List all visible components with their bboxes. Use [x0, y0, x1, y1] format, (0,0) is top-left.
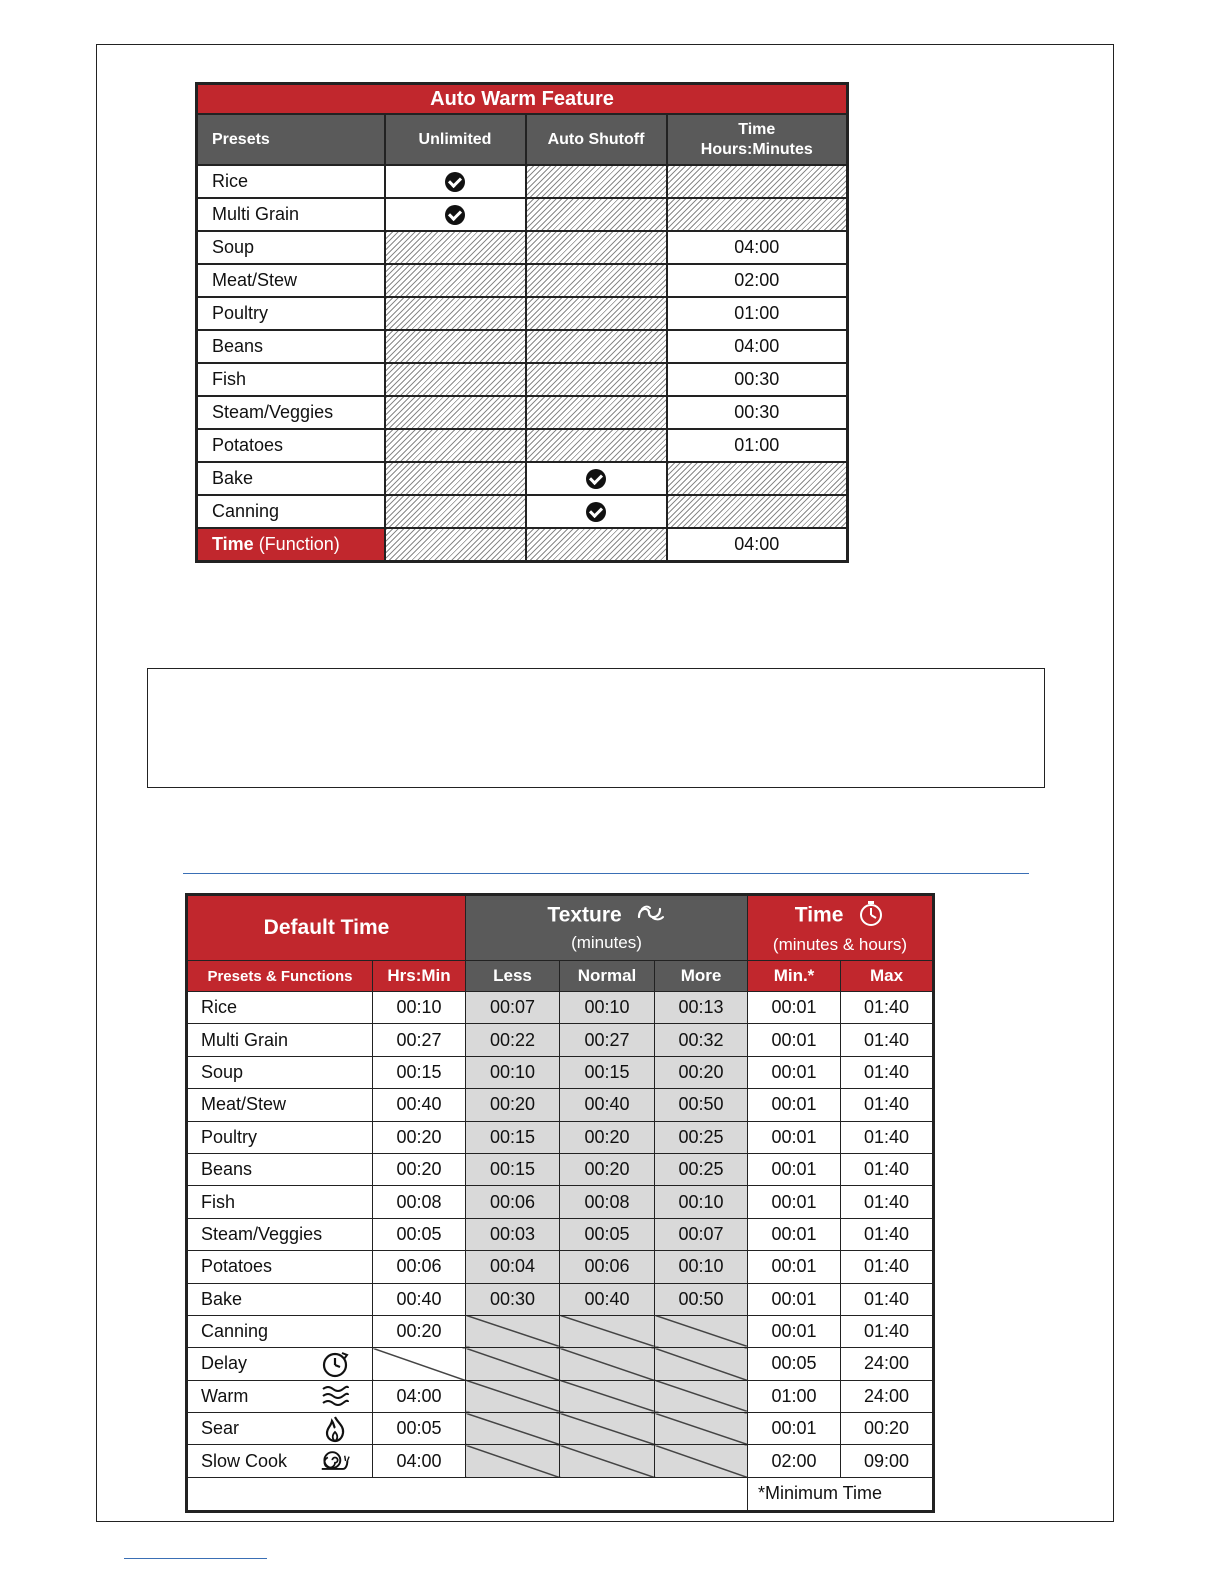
hatched-cell: [385, 396, 526, 429]
preset-name: Meat/Stew: [197, 264, 385, 297]
time-min: 00:01: [748, 1024, 841, 1056]
hatched-cell: [385, 462, 526, 495]
hatched-cell: [385, 231, 526, 264]
preset-cell: [187, 1283, 373, 1315]
na-cell: [560, 1315, 655, 1347]
header-time-line1: Time: [738, 120, 776, 138]
preset-name: Sear: [201, 1418, 240, 1439]
preset-cell: [187, 1218, 373, 1250]
sear-flame-icon: [320, 1415, 350, 1443]
preset-cell: [187, 1348, 373, 1380]
preset-name: Canning: [201, 1321, 269, 1342]
time-min: 00:01: [748, 1413, 841, 1445]
preset-name: Meat/Stew: [201, 1094, 287, 1115]
default-time-row: [187, 1153, 934, 1185]
auto-warm-row: [197, 429, 848, 462]
default-time-row: [187, 1380, 934, 1412]
time-max: 24:00: [841, 1348, 934, 1380]
auto-warm-row: [197, 330, 848, 363]
texture-less: 00:06: [466, 1186, 560, 1218]
time-max: 01:40: [841, 1024, 934, 1056]
header-auto-shutoff: Auto Shutoff: [526, 114, 667, 165]
hatched-cell: [526, 429, 667, 462]
texture-normal: 00:27: [560, 1024, 655, 1056]
default-time: 00:05: [373, 1413, 466, 1445]
default-time-row: [187, 1348, 934, 1380]
footnote: *Minimum Time: [748, 1477, 934, 1511]
default-time: 00:27: [373, 1024, 466, 1056]
hatched-cell: [526, 165, 667, 198]
preset-cell: [187, 1380, 373, 1412]
time-max: 00:20: [841, 1413, 934, 1445]
preset-name: Slow Cook: [201, 1450, 288, 1471]
na-cell: [655, 1445, 748, 1477]
preset-name: Steam/Veggies: [201, 1223, 323, 1244]
na-cell: [466, 1445, 560, 1477]
default-time-row: [187, 1445, 934, 1477]
default-time-row: [187, 1089, 934, 1121]
default-time: 04:00: [373, 1380, 466, 1412]
checkmark-icon: [445, 172, 465, 192]
texture-less: 00:04: [466, 1251, 560, 1283]
texture-more: 00:32: [655, 1024, 748, 1056]
default-time: 00:15: [373, 1056, 466, 1088]
time-min: 00:01: [748, 1283, 841, 1315]
default-time-row: [187, 1218, 934, 1250]
time-min: 00:05: [748, 1348, 841, 1380]
na-cell: [560, 1380, 655, 1412]
header-time-range: [748, 895, 934, 961]
time-max: 01:40: [841, 1315, 934, 1347]
texture-normal: 00:06: [560, 1251, 655, 1283]
timer-icon: [857, 899, 885, 933]
header-time-unit: (minutes & hours): [772, 935, 908, 954]
na-cell: [560, 1413, 655, 1445]
auto-warm-row: [197, 231, 848, 264]
default-time: 00:20: [373, 1315, 466, 1347]
hatched-cell: [385, 363, 526, 396]
preset-name: Rice: [197, 165, 385, 198]
auto-shutoff-cell: [526, 495, 667, 528]
time-min: 00:01: [748, 1153, 841, 1185]
preset-name: Potatoes: [201, 1256, 273, 1277]
header-time: [667, 114, 848, 165]
hatched-cell: [385, 297, 526, 330]
time-max: 01:40: [841, 1089, 934, 1121]
hatched-cell: [526, 396, 667, 429]
texture-less: 00:15: [466, 1153, 560, 1185]
warm-time: 01:00: [667, 297, 848, 330]
auto-warm-row: [197, 264, 848, 297]
time-min: 01:00: [748, 1380, 841, 1412]
default-time-row: [187, 1186, 934, 1218]
auto-warm-row: [197, 462, 848, 495]
texture-less: 00:07: [466, 992, 560, 1024]
time-min: 00:01: [748, 1186, 841, 1218]
time-function-label: [197, 528, 385, 562]
preset-name: Bake: [197, 462, 385, 495]
preset-name: Potatoes: [197, 429, 385, 462]
texture-normal: 00:40: [560, 1089, 655, 1121]
auto-warm-title: Auto Warm Feature: [197, 84, 848, 115]
footnote-spacer: [187, 1477, 748, 1511]
texture-normal: 00:15: [560, 1056, 655, 1088]
header-time-line2: Hours:Minutes: [700, 140, 813, 158]
header-presets: Presets: [197, 114, 385, 165]
texture-more: 00:50: [655, 1283, 748, 1315]
auto-warm-row: [197, 495, 848, 528]
preset-cell: [187, 1153, 373, 1185]
preset-name: Beans: [197, 330, 385, 363]
preset-name: Bake: [201, 1288, 243, 1309]
time-max: 24:00: [841, 1380, 934, 1412]
default-time-table: [185, 893, 935, 1513]
warm-waves-icon: [320, 1382, 350, 1410]
unlimited-cell: [385, 165, 526, 198]
preset-cell: [187, 1315, 373, 1347]
preset-cell: [187, 1056, 373, 1088]
auto-shutoff-cell: [526, 462, 667, 495]
warm-time: 04:00: [667, 231, 848, 264]
preset-name: Fish: [201, 1191, 236, 1212]
checkmark-icon: [445, 205, 465, 225]
hatched-cell: [526, 198, 667, 231]
hatched-cell: [667, 165, 848, 198]
auto-warm-row: [197, 396, 848, 429]
hatched-cell: [526, 528, 667, 562]
empty-box: [147, 668, 1045, 788]
na-cell: [655, 1348, 748, 1380]
header-texture-unit: (minutes): [571, 933, 642, 952]
blue-rule: [183, 873, 1029, 874]
time-min: 00:01: [748, 1121, 841, 1153]
na-cell: [466, 1315, 560, 1347]
hatched-cell: [667, 495, 848, 528]
time-max: 01:40: [841, 1218, 934, 1250]
default-time: 00:05: [373, 1218, 466, 1250]
na-cell: [655, 1413, 748, 1445]
time-max: 01:40: [841, 1121, 934, 1153]
na-cell: [560, 1348, 655, 1380]
texture-normal: 00:10: [560, 992, 655, 1024]
hatched-cell: [385, 528, 526, 562]
na-cell: [466, 1413, 560, 1445]
time-max: 01:40: [841, 992, 934, 1024]
default-time-row: [187, 1251, 934, 1283]
hatched-cell: [385, 495, 526, 528]
preset-cell: [187, 1445, 373, 1477]
warm-time: 02:00: [667, 264, 848, 297]
texture-more: 00:20: [655, 1056, 748, 1088]
texture-more: 00:13: [655, 992, 748, 1024]
time-function-bold: Time: [212, 534, 254, 554]
subheader-normal: Normal: [560, 961, 655, 992]
hatched-cell: [526, 231, 667, 264]
header-unlimited: Unlimited: [385, 114, 526, 165]
slow-cook-snail-icon: [320, 1447, 350, 1475]
preset-name: Rice: [201, 997, 238, 1018]
texture-less: 00:30: [466, 1283, 560, 1315]
warm-time: 00:30: [667, 363, 848, 396]
default-time: 00:20: [373, 1153, 466, 1185]
auto-warm-row: [197, 297, 848, 330]
preset-name: Fish: [197, 363, 385, 396]
time-min: 02:00: [748, 1445, 841, 1477]
na-cell: [655, 1315, 748, 1347]
hatched-cell: [526, 264, 667, 297]
preset-name: Multi Grain: [201, 1029, 289, 1050]
preset-cell: [187, 1121, 373, 1153]
blue-rule-bottom: [124, 1558, 267, 1559]
subheader-min: Min.*: [748, 961, 841, 992]
time-max: 01:40: [841, 1251, 934, 1283]
default-time-row: [187, 1315, 934, 1347]
na-cell: [655, 1380, 748, 1412]
preset-cell: [187, 1413, 373, 1445]
hatched-cell: [526, 363, 667, 396]
default-time: 00:08: [373, 1186, 466, 1218]
header-texture-label: Texture: [547, 903, 622, 927]
checkmark-icon: [586, 469, 606, 489]
texture-less: 00:15: [466, 1121, 560, 1153]
auto-warm-table: [195, 82, 849, 563]
preset-name: Delay: [201, 1353, 248, 1374]
subheader-hrs-min: Hrs:Min: [373, 961, 466, 992]
auto-warm-row: [197, 198, 848, 231]
warm-time: 01:00: [667, 429, 848, 462]
default-time-row: [187, 992, 934, 1024]
texture-more: 00:25: [655, 1153, 748, 1185]
default-time-row: [187, 1056, 934, 1088]
header-default-time: Default Time: [187, 895, 466, 961]
default-time-row: [187, 1413, 934, 1445]
texture-more: 00:25: [655, 1121, 748, 1153]
texture-less: 00:03: [466, 1218, 560, 1250]
texture-icon: [636, 901, 666, 931]
preset-name: Beans: [201, 1159, 253, 1180]
texture-more: 00:10: [655, 1251, 748, 1283]
time-max: 09:00: [841, 1445, 934, 1477]
preset-name: Canning: [197, 495, 385, 528]
default-time: 00:10: [373, 992, 466, 1024]
default-time: 00:40: [373, 1089, 466, 1121]
preset-cell: [187, 992, 373, 1024]
preset-cell: [187, 1251, 373, 1283]
default-time: 00:40: [373, 1283, 466, 1315]
header-time-label: Time: [794, 903, 844, 927]
texture-less: 00:10: [466, 1056, 560, 1088]
checkmark-icon: [586, 502, 606, 522]
subheader-more: More: [655, 961, 748, 992]
header-texture: [466, 895, 748, 961]
hatched-cell: [385, 330, 526, 363]
auto-warm-row: [197, 363, 848, 396]
texture-normal: 00:05: [560, 1218, 655, 1250]
time-max: 01:40: [841, 1056, 934, 1088]
preset-name: Steam/Veggies: [197, 396, 385, 429]
time-min: 00:01: [748, 1056, 841, 1088]
na-cell: [466, 1380, 560, 1412]
hatched-cell: [526, 330, 667, 363]
subheader-presets: Presets & Functions: [187, 961, 373, 992]
preset-name: Warm: [201, 1385, 249, 1406]
default-time: 00:20: [373, 1121, 466, 1153]
subheader-less: Less: [466, 961, 560, 992]
warm-time: 04:00: [667, 330, 848, 363]
texture-more: 00:50: [655, 1089, 748, 1121]
texture-normal: 00:08: [560, 1186, 655, 1218]
texture-normal: 00:20: [560, 1121, 655, 1153]
na-cell: [466, 1348, 560, 1380]
preset-name: Multi Grain: [197, 198, 385, 231]
time-min: 00:01: [748, 1315, 841, 1347]
preset-cell: [187, 1089, 373, 1121]
delay-clock-icon: [320, 1350, 350, 1378]
time-min: 00:01: [748, 1089, 841, 1121]
time-function-time: 04:00: [667, 528, 848, 562]
preset-name: Poultry: [201, 1126, 258, 1147]
hatched-cell: [667, 198, 848, 231]
preset-name: Poultry: [197, 297, 385, 330]
texture-normal: 00:20: [560, 1153, 655, 1185]
texture-normal: 00:40: [560, 1283, 655, 1315]
hatched-cell: [667, 462, 848, 495]
preset-cell: [187, 1186, 373, 1218]
preset-name: Soup: [201, 1061, 244, 1082]
time-function-rest: (Function): [253, 534, 340, 554]
auto-warm-row: [197, 165, 848, 198]
default-time-row: [187, 1121, 934, 1153]
time-min: 00:01: [748, 1218, 841, 1250]
time-max: 01:40: [841, 1153, 934, 1185]
preset-cell: [187, 1024, 373, 1056]
time-max: 01:40: [841, 1186, 934, 1218]
time-min: 00:01: [748, 1251, 841, 1283]
time-min: 00:01: [748, 992, 841, 1024]
warm-time: 00:30: [667, 396, 848, 429]
unlimited-cell: [385, 198, 526, 231]
default-time: 00:06: [373, 1251, 466, 1283]
texture-less: 00:22: [466, 1024, 560, 1056]
na-cell: [373, 1348, 466, 1380]
subheader-max: Max: [841, 961, 934, 992]
preset-name: Soup: [197, 231, 385, 264]
texture-less: 00:20: [466, 1089, 560, 1121]
default-time-row: [187, 1283, 934, 1315]
na-cell: [560, 1445, 655, 1477]
hatched-cell: [526, 297, 667, 330]
texture-more: 00:07: [655, 1218, 748, 1250]
time-max: 01:40: [841, 1283, 934, 1315]
hatched-cell: [385, 429, 526, 462]
hatched-cell: [385, 264, 526, 297]
texture-more: 00:10: [655, 1186, 748, 1218]
default-time: 04:00: [373, 1445, 466, 1477]
default-time-row: [187, 1024, 934, 1056]
